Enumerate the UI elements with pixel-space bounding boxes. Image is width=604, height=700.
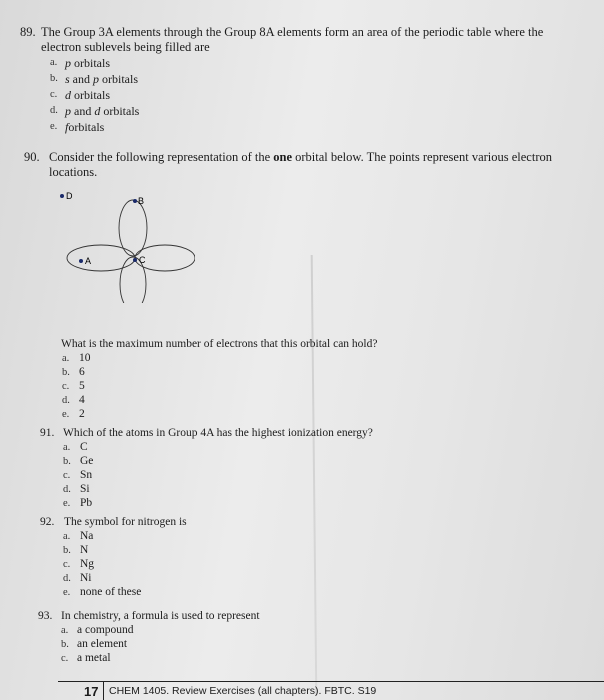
option-text: 5 — [79, 380, 85, 392]
option-letter: b. — [50, 73, 58, 84]
option-text: 6 — [79, 366, 85, 378]
orbital-lobe-left — [67, 245, 135, 271]
question-text-line-1: Consider the following representation of the one orbital below. The points represent various electron — [49, 150, 552, 164]
point-b-marker — [133, 199, 137, 203]
option-text: 4 — [79, 394, 85, 406]
option-letter: e. — [50, 121, 58, 132]
option-text: p orbitals — [65, 56, 110, 70]
question-number: 90. — [24, 150, 40, 164]
option-text: Sn — [80, 469, 93, 481]
option-letter: a. — [50, 57, 58, 68]
option-letter: a. — [63, 531, 71, 542]
option-text: d orbitals — [65, 88, 110, 102]
option-letter: c. — [61, 653, 69, 664]
option-letter: c. — [62, 381, 70, 392]
orbital-diagram — [55, 188, 195, 303]
question-number: 91. — [40, 427, 55, 439]
option-text: 10 — [79, 352, 91, 364]
question-prompt: What is the maximum number of electrons that this orbital can hold? — [61, 338, 378, 350]
question-text-line-2: locations. — [49, 165, 98, 179]
point-a-label: A — [85, 256, 92, 266]
question-number: 93. — [38, 610, 53, 622]
option-text: Ni — [80, 572, 92, 584]
point-c-marker — [133, 258, 137, 262]
question-number: 92. — [40, 516, 55, 528]
footer-course-text: CHEM 1405. Review Exercises (all chapters). FBTC. S19 — [109, 685, 377, 697]
option-text: Na — [80, 530, 94, 542]
question-text: Which of the atoms in Group 4A has the highest ionization energy? — [63, 427, 373, 439]
option-letter: a. — [62, 353, 70, 364]
option-text: none of these — [80, 586, 142, 598]
option-letter: b. — [63, 456, 71, 467]
option-letter: c. — [50, 89, 58, 100]
question-text: In chemistry, a formula is used to represent — [61, 610, 260, 622]
option-text: p and d orbitals — [65, 104, 140, 118]
option-letter: c. — [63, 559, 71, 570]
option-letter: a. — [61, 625, 69, 636]
option-text: Pb — [80, 497, 93, 509]
point-d-marker — [60, 194, 64, 198]
option-text: Si — [80, 483, 90, 495]
option-text: 2 — [79, 408, 85, 420]
option-letter: a. — [63, 442, 71, 453]
option-text: Ng — [80, 558, 95, 570]
point-a-marker — [79, 259, 83, 263]
page-number: 17 — [84, 684, 99, 699]
paper-fold-crease — [311, 255, 318, 695]
option-letter: e. — [63, 587, 71, 598]
option-text: N — [80, 544, 89, 556]
option-text: forbitals — [65, 120, 105, 134]
footer-rule — [58, 681, 604, 682]
option-letter: d. — [63, 573, 71, 584]
option-text: a compound — [77, 624, 134, 636]
orbital-lobe-top — [119, 200, 147, 256]
point-b-label: B — [138, 196, 145, 206]
option-text: Ge — [80, 455, 94, 467]
option-letter: e. — [62, 409, 70, 420]
point-c-label: C — [139, 255, 146, 265]
option-letter: e. — [63, 498, 71, 509]
option-text: C — [80, 441, 88, 453]
option-letter: c. — [63, 470, 71, 481]
option-text: an element — [77, 638, 128, 650]
option-text: a metal — [77, 652, 111, 664]
option-letter: b. — [63, 545, 71, 556]
option-letter: d. — [50, 105, 58, 116]
question-number: 89. — [20, 25, 36, 39]
option-text: s and p orbitals — [65, 72, 138, 86]
question-text: The symbol for nitrogen is — [64, 516, 187, 528]
question-text-line-1: The Group 3A elements through the Group 8A elements form an area of the periodic table where the — [41, 25, 544, 39]
question-text-line-2: electron sublevels being filled are — [41, 40, 210, 54]
option-letter: d. — [62, 395, 70, 406]
option-letter: d. — [63, 484, 71, 495]
footer-divider — [103, 682, 104, 700]
point-d-label: D — [66, 191, 73, 201]
option-letter: b. — [61, 639, 69, 650]
option-letter: b. — [62, 367, 70, 378]
